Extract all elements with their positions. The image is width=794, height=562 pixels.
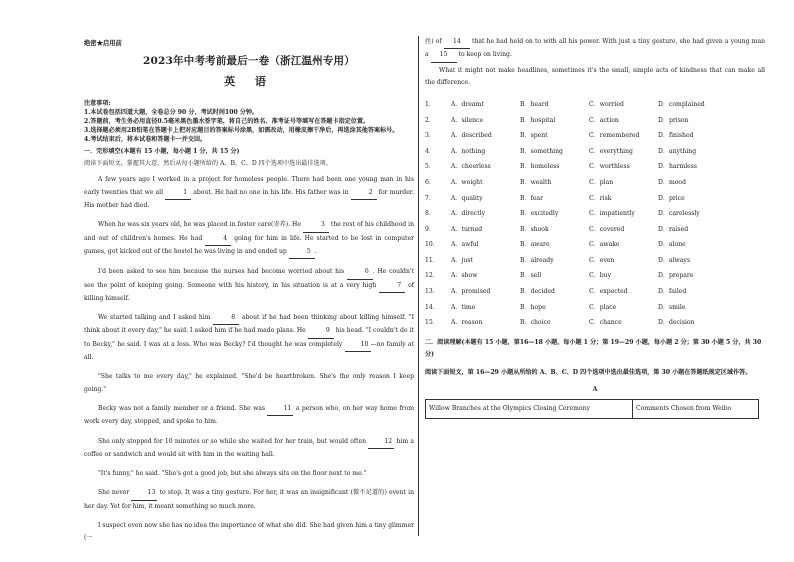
option-b: B．aware: [520, 241, 550, 249]
passage-text: his head. "I couldn't do it to Becky," he said. I was at a loss. Who was Becky? I'd thought he was completely: [84, 327, 414, 348]
right-column: [425, 36, 765, 419]
cloze-blank: 10: [345, 339, 371, 352]
option-d: D．smile: [658, 303, 686, 311]
option-b: B．wealth: [520, 178, 552, 186]
passage-a-table: [425, 399, 759, 419]
option-d: D．harmless: [658, 163, 698, 171]
passage-text: of killing himself.: [84, 281, 414, 302]
option-row: [425, 238, 765, 254]
option-d: D．failed: [658, 288, 687, 296]
option-row: [425, 144, 765, 160]
cloze-blank: 1: [165, 187, 191, 200]
cloze-continuation: [425, 36, 765, 63]
option-a: A．time: [451, 303, 476, 311]
passage-text: about if he had been thinking about killing himself. "I think about it every day," he said. I asked him if he had made plans. He: [84, 314, 414, 335]
passage-text: the rest of his childhood in and out of children's homes. He had: [84, 221, 415, 242]
option-b: B．shook: [520, 225, 549, 233]
table-cell: Comments Chosen from Weibo: [632, 400, 758, 419]
cloze-blank: 2: [351, 187, 377, 200]
cloze-blank: 6: [347, 266, 373, 279]
passage-paragraph: [84, 403, 414, 429]
cloze-blank: 12: [368, 436, 394, 449]
option-d: D．prison: [658, 116, 689, 124]
table-row: [426, 400, 759, 419]
passage-paragraph: [84, 520, 414, 545]
question-number: 8．: [425, 210, 435, 218]
cloze-blank: 15: [431, 49, 457, 62]
question-number: 14．: [425, 303, 439, 311]
option-d: D．alone: [658, 241, 686, 249]
option-c: C．worthless: [589, 163, 630, 171]
cloze-passage: [84, 174, 414, 544]
passage-text: I suspect even now she has no idea the importance of what she did. She had given him a tiny glimmer (一: [84, 521, 414, 542]
option-c: C．plan: [589, 178, 614, 186]
option-d: D．decision: [658, 319, 695, 327]
option-a: A．just: [451, 256, 473, 264]
option-c: C．awake: [589, 241, 620, 249]
passage-text: . He couldn't see the point of keeping going. Someone with his history, in his situation is at a very high: [84, 268, 414, 289]
subject-title: 英 语: [224, 74, 274, 88]
cloze-blank: 9: [308, 325, 334, 338]
passage-text: When he was six years old, he was placed in foster care(寄养). He: [98, 221, 303, 229]
question-number: 1．: [425, 100, 435, 108]
question-number: 13．: [425, 288, 439, 296]
passage-paragraph: [84, 371, 414, 396]
passage-paragraph: [84, 487, 414, 513]
option-c: C．chance: [589, 319, 622, 327]
passage-text: A few years ago I worked in a project for homeless people. There had been one young man in his early twenties that we all: [84, 176, 414, 196]
option-b: B．fear: [520, 194, 543, 202]
option-a: A．nothing: [451, 147, 486, 155]
option-a: A．reason: [451, 319, 483, 327]
option-b: B．hospital: [520, 116, 556, 124]
passage-text: a person who, on her way home from work every day, stopped, and spoke to him.: [84, 404, 414, 426]
cloze-conclusion: What it might not make headlines, sometimes it's the small, simple acts of kindness that can make all the difference.: [425, 66, 765, 86]
note-item: 4.考试结束后，将本试卷和答题卡一并交回。: [84, 136, 207, 144]
option-row: [425, 269, 765, 285]
option-row: [425, 113, 765, 129]
cloze-blank: 7: [379, 280, 405, 293]
passage-text: .: [314, 247, 317, 255]
option-c: C．impatiently: [589, 210, 635, 218]
left-column: [84, 36, 414, 545]
cloze-blank: 3: [303, 219, 329, 232]
passage-text: about. He had no one in his life. His father was in: [191, 188, 351, 196]
option-a: A．awful: [451, 241, 479, 249]
option-row: [425, 206, 765, 222]
option-d: D．mood: [658, 178, 686, 186]
question-number: 15．: [425, 319, 439, 327]
note-item: 2.答题前，考生务必用直径0.5毫米黑色墨水签字笔，将自己的姓名、准考证号等填写在答题卡指定位置。: [84, 117, 370, 125]
option-a: A．weight: [451, 178, 483, 186]
option-c: C．buy: [589, 272, 612, 280]
option-d: D．always: [658, 256, 690, 264]
option-d: D．complained: [658, 100, 705, 108]
passage-text: She only stopped for 10 minutes or so while she waited for her train, but would often: [98, 437, 369, 445]
passage-text: We started talking and I asked him: [98, 314, 214, 322]
option-row: [425, 222, 765, 238]
passage-text: going for him in life. He started to be lost in computer games, got kicked out of the hostel he was living in and ended up: [84, 234, 414, 255]
passage-text: him a coffee or sandwich and would sit with him in the waiting hall.: [84, 437, 414, 458]
option-row: [425, 300, 765, 316]
option-b: B．excitedly: [520, 210, 559, 218]
passage-text: "She talks to me every day," he explained. "She'd be heartbroken. She's the only reason I keep going.": [84, 373, 414, 393]
option-a: A．cheerless: [451, 163, 491, 171]
option-b: B．homeless: [520, 163, 560, 171]
option-a: A．promised: [451, 288, 491, 296]
passage-paragraph: [84, 312, 414, 364]
option-row: [425, 191, 765, 207]
option-d: D．carelessly: [658, 210, 700, 218]
passage-text: —no family at all.: [84, 340, 414, 362]
option-row: [425, 175, 765, 191]
reading-instruction: 阅读下面短文，第 16—29 小题从所给的 A、B、C、D 四个选项中选出最佳选项，第 30 小题在答题纸规定区域作答。: [425, 369, 752, 377]
question-number: 6．: [425, 178, 435, 186]
question-number: 4．: [425, 147, 435, 155]
exam-title: 2023年中考考前最后一卷（浙江温州专用）: [143, 55, 355, 68]
cloze-instruction: 阅读下面短文，掌握其大意，然后从每小题所给的 A、B、C、D 四个选项中选出最佳选项。: [84, 160, 332, 168]
passage-paragraph: [84, 266, 414, 305]
passage-paragraph: [84, 174, 414, 212]
option-a: A．silence: [451, 116, 484, 124]
passage-text: to keep on living.: [456, 51, 512, 59]
question-number: 12．: [425, 272, 439, 280]
section-heading-reading: 二．阅读理解(本题有 15 小题，第16—18 小题，每小题 1 分；第 19—29 小题，每小题 2 分；第 30 小题 5 分，共 30 分): [425, 339, 762, 359]
option-b: B．choice: [520, 319, 551, 327]
option-d: D．finished: [658, 132, 694, 140]
option-row: [425, 97, 765, 113]
option-c: C．action: [589, 116, 619, 124]
cloze-blank: 11: [267, 403, 293, 416]
option-b: B．heard: [520, 100, 549, 108]
passage-text: that he had held on to with all his power. With just a tiny gesture, she had given a young man a: [425, 38, 765, 59]
option-b: B．sell: [520, 272, 542, 280]
option-b: B．something: [520, 147, 563, 155]
passage-text: "It's funny," he said. "She's got a good job, but she always sits on the floor next to me.": [98, 470, 367, 478]
question-number: 2．: [425, 116, 435, 124]
option-d: D．price: [658, 194, 685, 202]
option-a: A．turned: [451, 225, 483, 233]
column-divider: [418, 36, 419, 536]
option-d: D．raised: [658, 225, 689, 233]
question-number: 7．: [425, 194, 435, 202]
question-number: 3．: [425, 132, 435, 140]
notes-heading: 注意事项:: [84, 99, 111, 107]
option-a: A．dreamt: [451, 100, 484, 108]
note-item: 1.本试卷包括四道大题，全卷总分 90 分，考试时间100 分钟。: [84, 108, 259, 116]
passage-text: I'd been asked to see him because the nurses had become worried about his: [98, 268, 347, 276]
option-d: D．anything: [658, 147, 697, 155]
option-a: A．directly: [451, 210, 486, 218]
cloze-blank: 8: [213, 312, 239, 325]
passage-text: Becky was not a family member or a friend. She was: [98, 404, 268, 412]
question-number: 10．: [425, 241, 439, 249]
passage-text: for murder. His mother had died.: [84, 188, 414, 210]
option-c: C．risk: [589, 194, 612, 202]
cloze-options: [425, 97, 765, 331]
cloze-blank: 14: [444, 36, 470, 49]
secret-label: 绝密★启用前: [84, 40, 122, 47]
question-number: 5．: [425, 163, 435, 171]
passage-text: to stop. It was a tiny gesture. For her, it was an insignificant (微不足道的) event in her day. Yet for him, it meant something so much more.: [84, 489, 415, 510]
option-a: A．quality: [451, 194, 483, 202]
question-number: 9．: [425, 225, 435, 233]
table-cell: Willow Branches at the Olympics Closing Ceremony: [426, 400, 633, 419]
option-c: C．place: [589, 303, 617, 311]
question-number: 11．: [425, 256, 439, 264]
option-row: [425, 284, 765, 300]
option-b: B．decided: [520, 288, 555, 296]
passage-text: 丝) of: [425, 38, 444, 45]
option-a: A．show: [451, 272, 478, 280]
section-heading-cloze: 一．完形填空(本题有 15 小题，每小题 1 分，共 15 分): [84, 148, 240, 156]
option-c: C．even: [589, 256, 615, 264]
option-row: [425, 316, 765, 332]
option-row: [425, 160, 765, 176]
cloze-blank: 4: [205, 233, 231, 246]
note-item: 3.选择题必须用2B铅笔在答题卡上把对应题目的答案标号涂黑，如需改动，用橡皮擦干净后，再选涂其他答案标号。: [84, 127, 399, 135]
option-c: C．remembered: [589, 132, 640, 140]
passage-paragraph: [84, 468, 414, 480]
passage-text: She never: [98, 489, 132, 497]
option-d: D．prepare: [658, 272, 694, 280]
option-b: B．spent: [520, 132, 548, 140]
option-c: C．covered: [589, 225, 625, 233]
option-b: B．hope: [520, 303, 546, 311]
option-c: C．expected: [589, 288, 628, 296]
option-c: C．everything: [589, 147, 633, 155]
cloze-blank: 5: [289, 246, 315, 259]
cloze-blank: 13: [131, 487, 157, 500]
passage-paragraph: [84, 219, 414, 259]
passage-label: A: [592, 386, 598, 394]
option-a: A．described: [451, 132, 492, 140]
option-row: [425, 128, 765, 144]
option-row: [425, 253, 765, 269]
option-c: C．worried: [589, 100, 624, 108]
option-b: B．already: [520, 256, 554, 264]
passage-paragraph: [84, 436, 414, 462]
